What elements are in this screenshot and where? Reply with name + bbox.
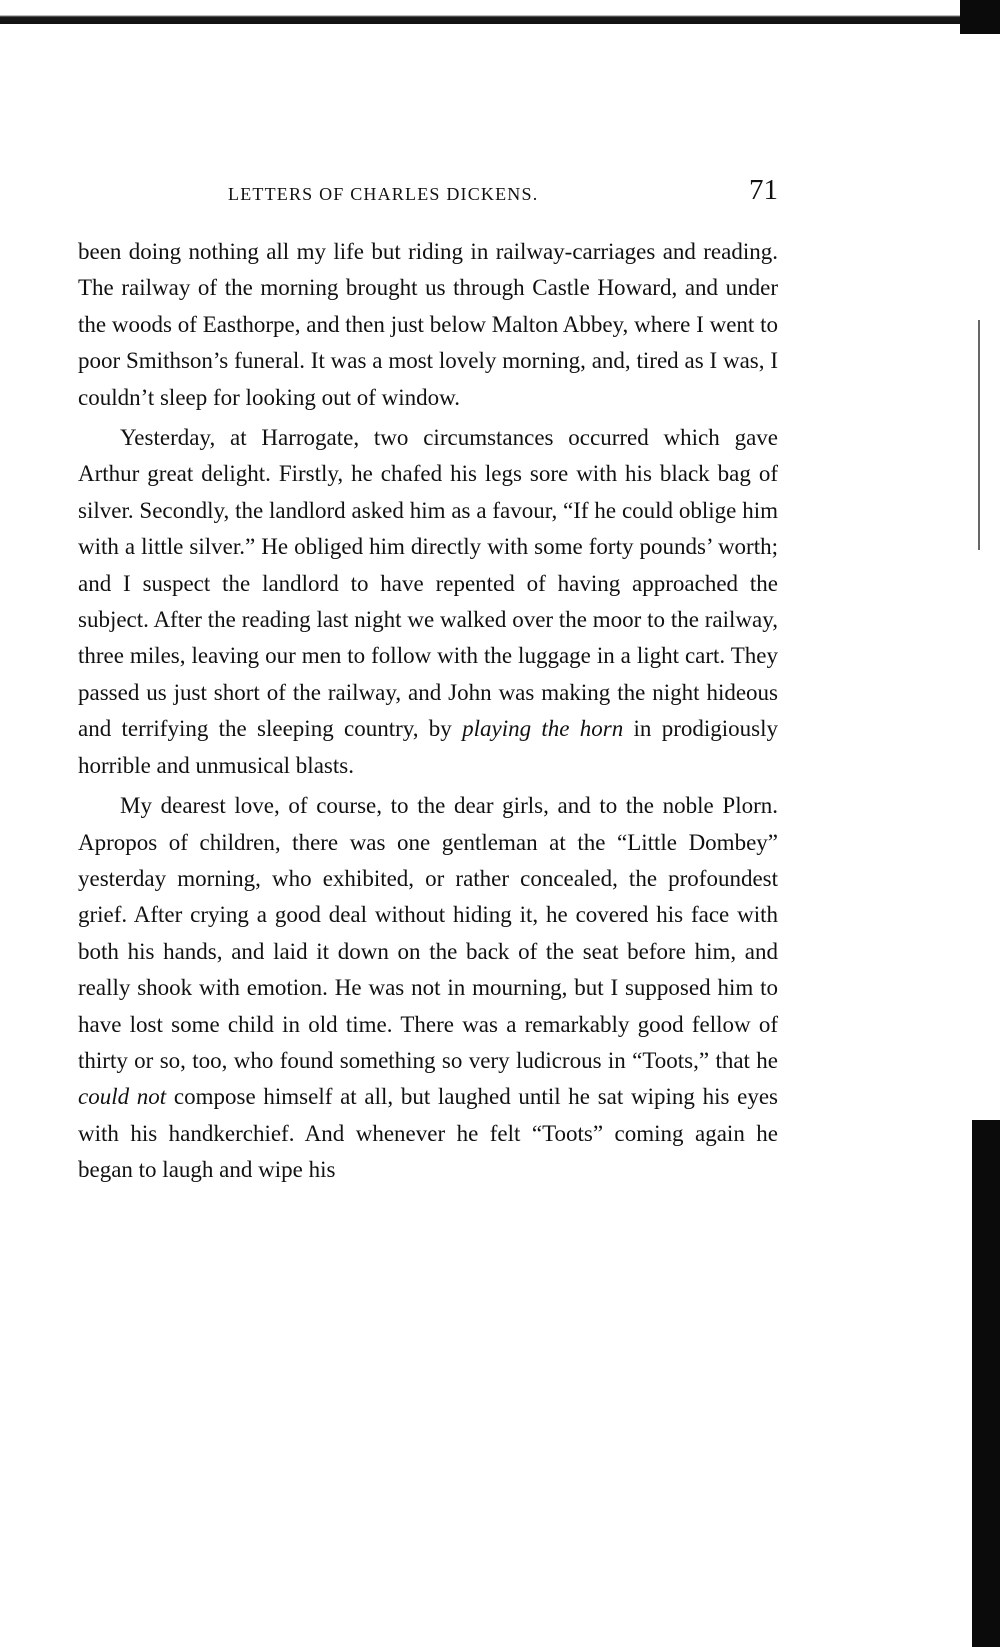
page-edge-line: [978, 320, 980, 550]
paragraph-3-text-start: My dearest love, of course, to the dear girls, and to the noble Plorn. Apropos of children, there was one gentleman at the “Little Dombey” yesterday morning, who exhibited, or rather concealed, the profoundest grief. After crying a good deal without hiding it, he covered his face with both his hands, and laid it down on the back of the seat before him, and really shook with emotion. He was not in mourning, but I supposed him to have lost some child in old time. There was a remarkably good fellow of thirty or so, too, who found something so very ludicrous in “Toots,” that he: [78, 793, 778, 1073]
right-scan-edge: [972, 1120, 1000, 1647]
page-body: [78, 234, 778, 1189]
paragraph-3: [78, 788, 778, 1188]
paragraph-2: [78, 420, 778, 784]
page-header: [78, 176, 778, 216]
paragraph-2-text-start: Yesterday, at Harrogate, two circumstances occurred which gave Arthur great delight. Firstly, he chafed his legs sore with his black bag of silver. Secondly, the landlord asked him as a favour, “If he could oblige him with a little silver.” He obliged him directly with some forty pounds’ worth; and I suspect the landlord to have repented of having approached the subject. After the reading last night we walked over the moor to the railway, three miles, leaving our men to follow with the luggage in a light cart. They passed us just short of the railway, and John was making the night hideous and terrifying the sleeping country, by: [78, 425, 778, 742]
running-head: LETTERS OF CHARLES DICKENS.: [228, 184, 539, 204]
paragraph-2-italic-phrase: playing the horn: [462, 716, 624, 742]
paragraph-3-italic-phrase: could not: [78, 1084, 167, 1110]
page-number: 71: [749, 174, 778, 206]
paragraph-3-text-end: compose himself at all, but laughed until he sat wiping his eyes with his handkerchief. And whenever he felt “Toots” coming again he began to laugh and wipe his: [78, 1084, 778, 1183]
top-scan-rule: [0, 10, 1000, 24]
paragraph-2-text-end: in prodigiously horrible and unmusical blasts.: [78, 716, 779, 778]
top-right-scan-edge: [960, 0, 1000, 34]
book-page: [78, 176, 778, 1189]
paragraph-1: been doing nothing all my life but riding in railway-carriages and reading. The railway of the morning brought us through Castle Howard, and under the woods of Easthorpe, and then just below Malton Abbey, where I went to poor Smithson’s funeral. It was a most lovely morning, and, tired as I was, I couldn’t sleep for looking out of window.: [78, 239, 778, 410]
